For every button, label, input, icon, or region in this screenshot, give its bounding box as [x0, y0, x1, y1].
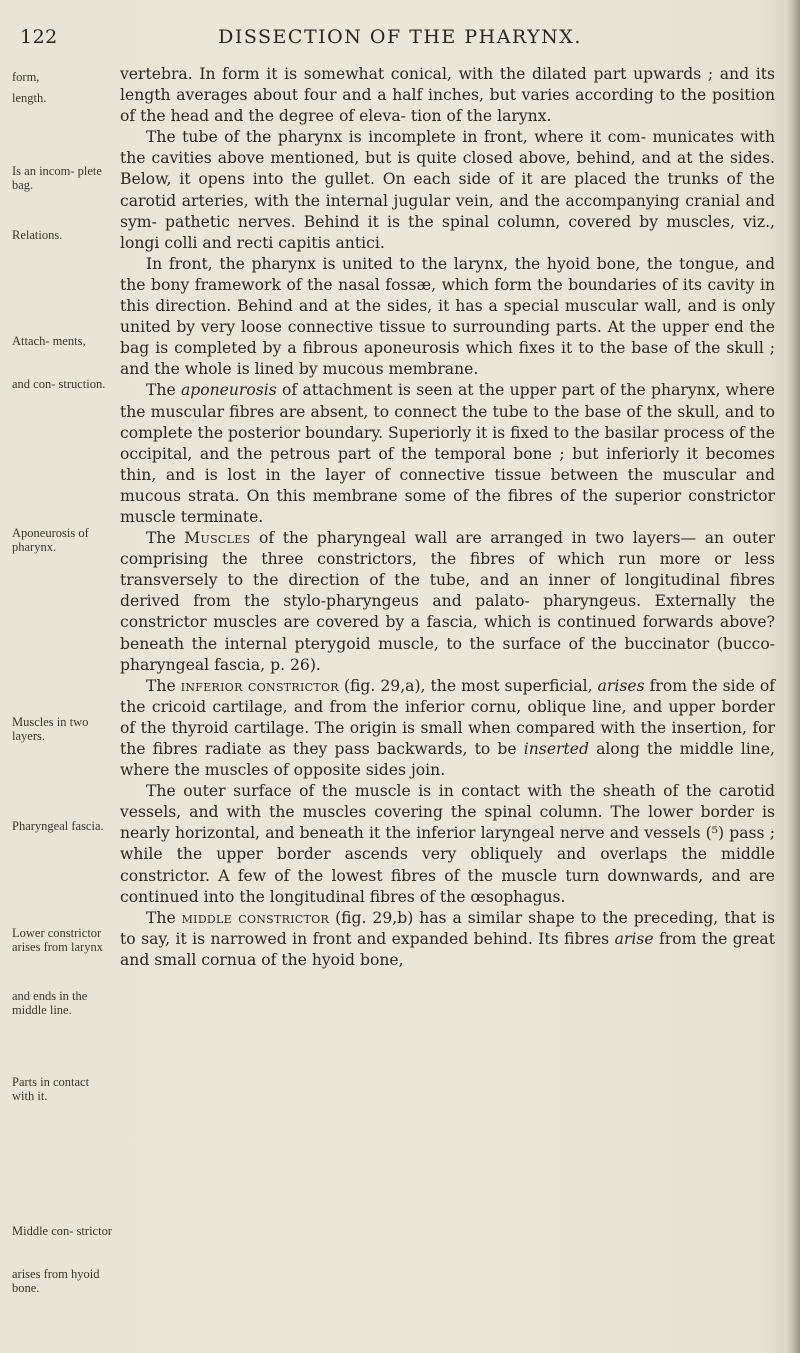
paragraph-muscles	[120, 528, 775, 676]
margin-note-aponeurosis: Aponeurosis of pharynx.	[12, 526, 89, 554]
text-run: The	[146, 676, 181, 695]
margin-note-form: form,	[12, 70, 40, 84]
margin-note-arises: arises from hyoid bone.	[12, 1267, 100, 1295]
body-text	[120, 64, 775, 971]
text-run: The	[146, 381, 181, 400]
small-caps-term: middle constrictor	[181, 908, 330, 927]
margin-note-length: length.	[12, 91, 47, 105]
text-run: The	[146, 529, 185, 548]
margin-note-construction: and con- struction.	[12, 377, 106, 391]
paragraph-middle-constrictor	[120, 908, 775, 971]
margin-note-muscles: Muscles in two layers.	[12, 715, 89, 743]
page-header	[0, 26, 800, 56]
italic-term: arise	[614, 929, 654, 948]
paragraph-incomplete: The tube of the pharynx is incomplete in front, where it com- municates with the cavities above mentioned, but is quite closed above, behind, and at the sides. Below, it opens into the gullet. On each side of it are placed the trunks of the carotid arteries, with the internal jugular vein, and the accompanying cranial and sym- pathetic nerves. Behind it is the spinal column, covered by muscles, viz., longi colli and recti capitis antici.	[120, 128, 775, 252]
paragraph-outer-surface: The outer surface of the muscle is in contact with the sheath of the carotid vessels, and with the muscles covering the spinal column. The lower border is nearly horizontal, and beneath it the inferior laryngeal nerve and vessels (⁵) pass ; while the upper border ascends very obliquely and overlaps the middle constrictor. A few of the lowest fibres of the muscle turn downwards, and are continued into the longitudinal fibres of the œsophagus.	[120, 782, 775, 906]
text-run: from the great and small cornua of the hyoid bone,	[120, 929, 775, 969]
paragraph-attachments: In front, the pharynx is united to the larynx, the hyoid bone, the tongue, and the bony framework of the nasal fossæ, which form the boundaries of its cavity in this direction. Behind and at the sides, it has a special muscular wall, and is only united by very loose connective tissue to surrounding parts. At the upper end the bag is completed by a fibrous aponeurosis which fixes it to the base of the skull ; and the whole is lined by mucous membrane.	[120, 254, 775, 379]
margin-note-relations: Relations.	[12, 228, 63, 242]
page-edge-shadow	[786, 0, 800, 1353]
margin-note-attachments: Attach- ments,	[12, 334, 86, 348]
text-run: from the side of the cricoid cartilage, and from the inferior cornu, oblique line, and upper border of the thyroid cartilage. The origin is small when compared with the insertion, for the fibres radiate as they pass backwards, to be	[120, 676, 775, 758]
small-caps-term: inferior constrictor	[180, 676, 339, 695]
paragraph-inferior-constrictor	[120, 676, 775, 781]
margin-note-ends: and ends in the middle line.	[12, 989, 88, 1017]
text-run: along the middle line, where the muscles of opposite sides join.	[120, 740, 775, 780]
text-run: of attachment is seen at the upper part of the pharynx, where the muscular fibres are absent, to connect the tube to the base of the skull, and to complete the posterior boundary. Superiorly it is fixed to the basilar process of the occipital, and the petrous part of the temporal bone ; but inferiorly it becomes thin, and is lost in the layer of connective tissue between the muscular and mucous strata. On this membrane some of the fibres of the superior constrictor muscle terminate.	[120, 381, 775, 526]
margin-note-lower: Lower constrictor arises from larynx	[12, 926, 103, 954]
italic-term: inserted	[523, 740, 589, 758]
paragraph-aponeurosis	[120, 380, 775, 528]
italic-term: arises	[597, 676, 645, 695]
italic-term: aponeurosis	[180, 381, 277, 400]
text-run: (fig. 29,b) has a similar shape to the preceding, that is to say, it is narrowed in front and expanded behind. Its fibres	[120, 908, 775, 948]
margin-note-middle: Middle con- strictor	[12, 1224, 112, 1238]
text-run: of the pharyngeal wall are arranged in two layers— an outer comprising the three constrictors, the fibres of which run more or less transversely to the direction of the tube, and an inner of longitudinal fibres derived from the stylo-pharyngeus and palato- pharyngeus. Externally the constrictor muscles are covered by a fascia, which is continued forwards above? beneath the internal pterygoid muscle, to the surface of the buccinator (bucco-pharyngeal fascia, p. 26).	[120, 529, 775, 674]
margin-note-parts: Parts in contact with it.	[12, 1075, 90, 1103]
margin-note-incomplete: Is an incom- plete bag.	[12, 164, 102, 192]
page-number: 122	[20, 26, 58, 48]
text-run: (fig. 29,a), the most superficial,	[338, 676, 598, 695]
paragraph-form: vertebra. In form it is somewhat conical, with the dilated part upwards ; and its length averages about four and a half inches, but varies according to the position of the head and the degree of eleva- tion of the larynx.	[120, 65, 775, 126]
running-title: DISSECTION OF THE PHARYNX.	[218, 26, 582, 48]
text-run: The	[146, 908, 182, 927]
small-caps-term: Muscles	[184, 529, 251, 548]
margin-note-fascia: Pharyngeal fascia.	[12, 819, 104, 833]
